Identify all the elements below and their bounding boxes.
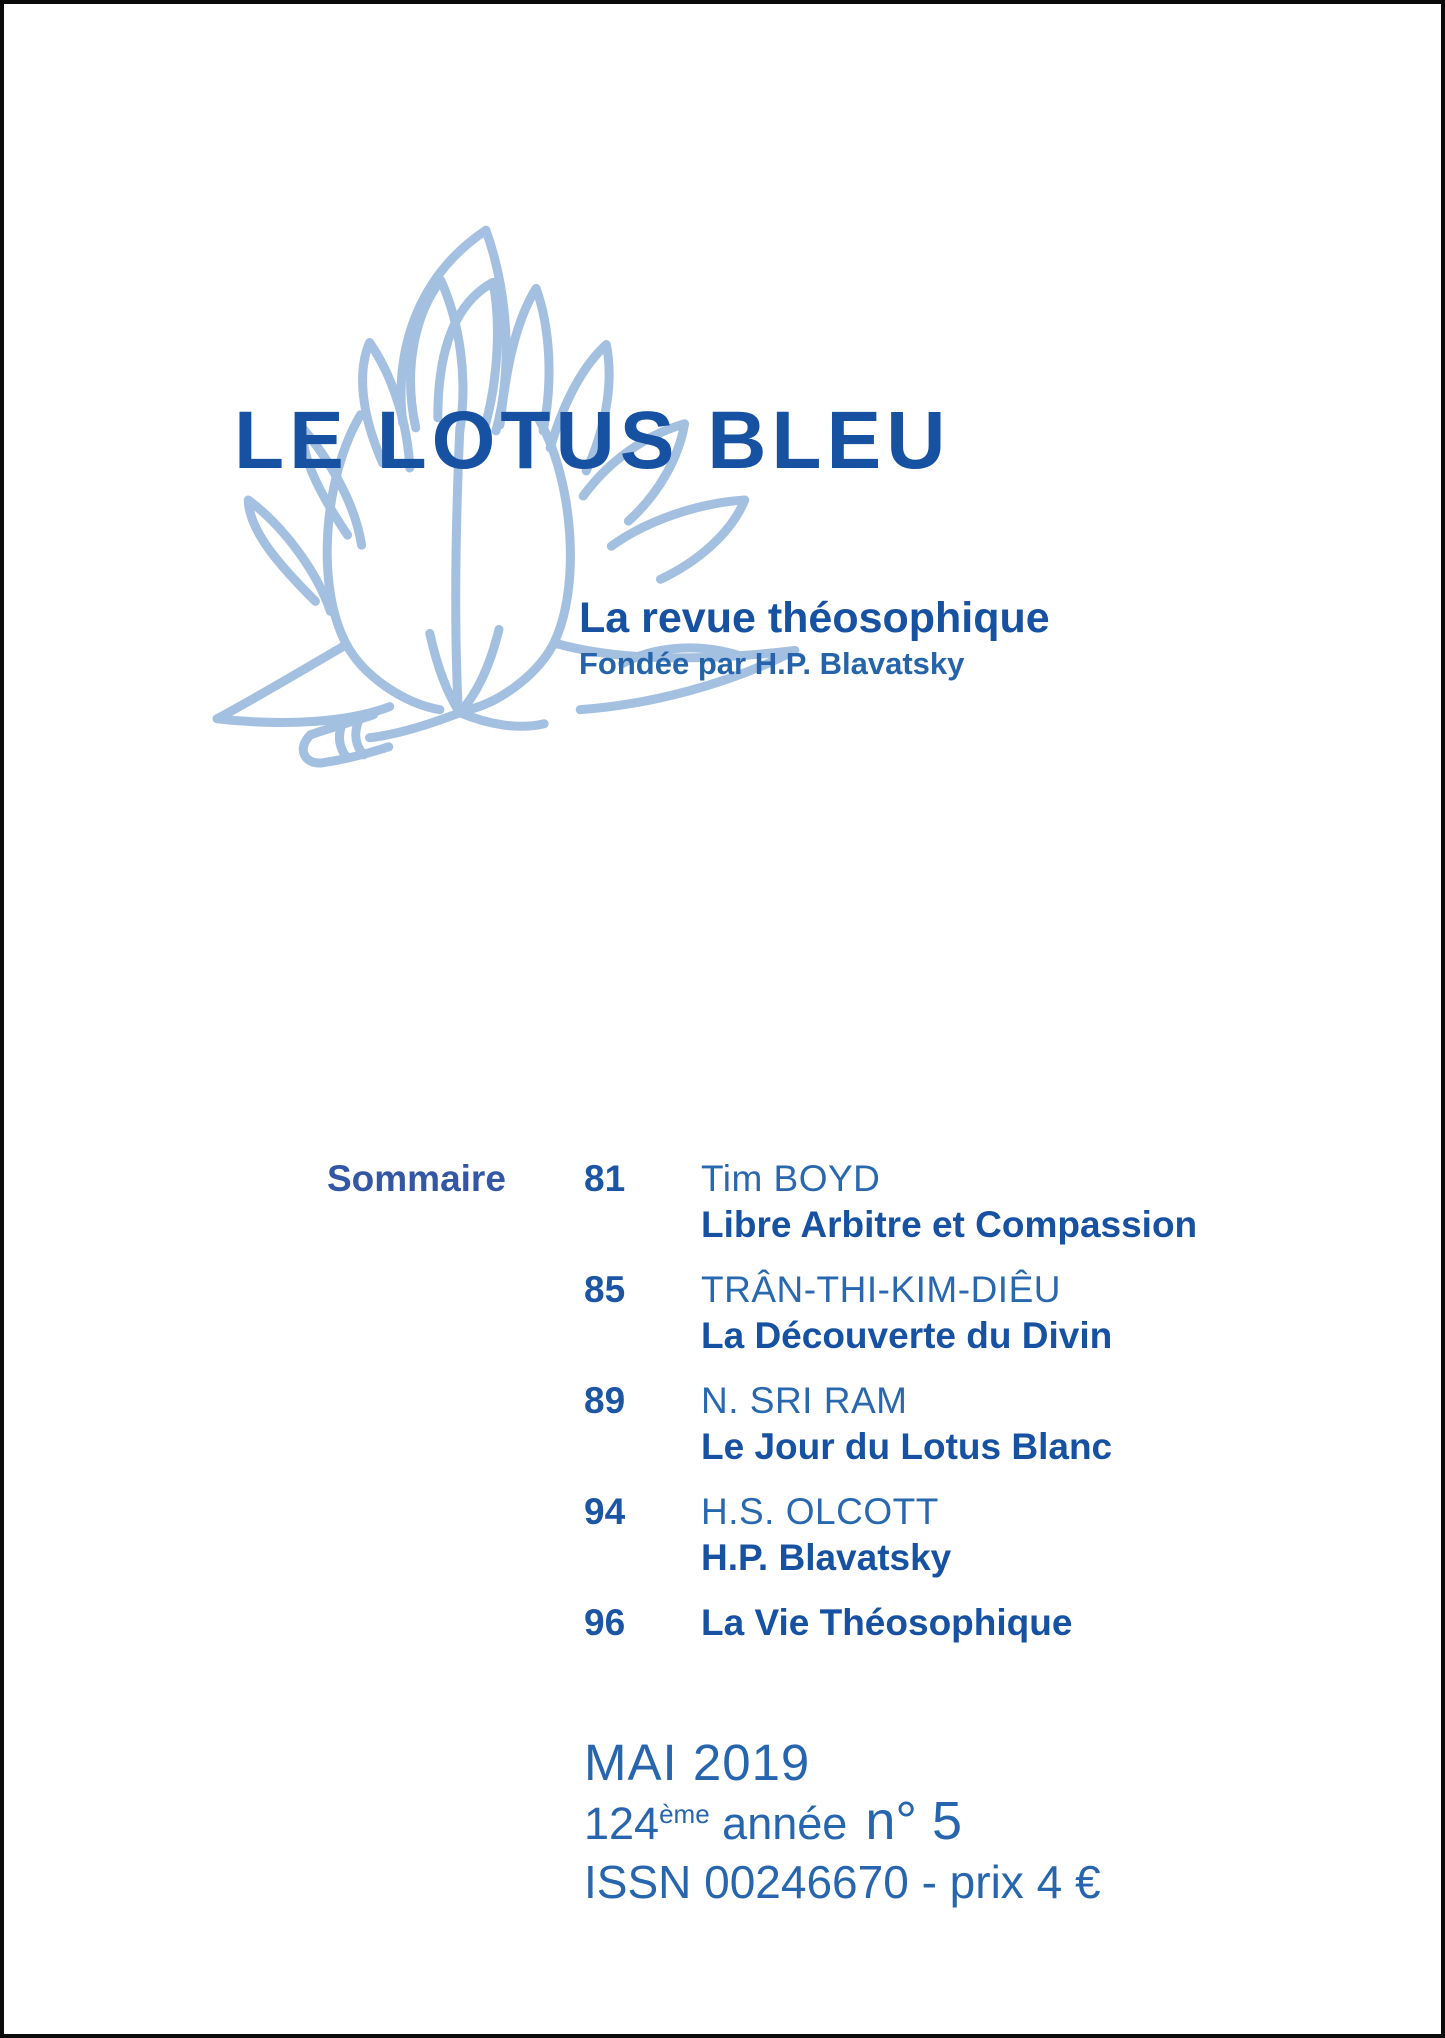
lotus-icon	[197, 162, 809, 814]
toc-entry-page-number: 85	[584, 1269, 626, 1310]
toc-heading: Sommaire	[327, 1158, 506, 1199]
toc-entry-author: Tim BOYD	[701, 1158, 881, 1199]
toc-entry-title: La Découverte du Divin	[701, 1315, 1113, 1356]
masthead-subtitle-block	[579, 592, 1050, 684]
imprint-block	[584, 1734, 1101, 1911]
founded-line: Fondée par H.P. Blavatsky	[579, 646, 965, 681]
toc-entry	[584, 1489, 1197, 1581]
issn-price-line: ISSN 00246670 - prix 4 €	[584, 1856, 1101, 1908]
toc	[584, 1156, 1197, 1646]
magazine-title: LE LOTUS BLEU	[234, 395, 951, 486]
volume-word: année	[709, 1798, 848, 1849]
toc-entry-author: TRÂN-THI-KIM-DIÊU	[701, 1269, 1061, 1310]
toc-entry-page-number: 96	[584, 1602, 626, 1643]
magazine-subtitle: La revue théosophique	[579, 594, 1050, 642]
toc-entry-author: N. SRI RAM	[701, 1380, 908, 1421]
toc-entry-page-number: 89	[584, 1380, 626, 1421]
volume-line	[584, 1792, 1101, 1853]
volume-number: 124	[584, 1798, 660, 1849]
volume-ordinal-suffix: ème	[659, 1799, 710, 1829]
toc-entry	[584, 1600, 1197, 1646]
lotus-line-drawing	[197, 162, 809, 814]
toc-entry-title: Libre Arbitre et Compassion	[701, 1204, 1198, 1245]
toc-entry-author: H.S. OLCOTT	[701, 1491, 939, 1532]
toc-entry-title: La Vie Théosophique	[701, 1602, 1073, 1643]
toc-entry-page-number: 81	[584, 1158, 626, 1199]
issue-number: n° 5	[865, 1791, 962, 1851]
toc-entry-title: Le Jour du Lotus Blanc	[701, 1426, 1113, 1467]
toc-entry-title: H.P. Blavatsky	[701, 1537, 952, 1578]
toc-entry	[584, 1156, 1197, 1248]
toc-entry	[584, 1378, 1197, 1470]
toc-entry	[584, 1267, 1197, 1359]
toc-entry-page-number: 94	[584, 1491, 626, 1532]
issue-date: MAI 2019	[584, 1734, 811, 1791]
